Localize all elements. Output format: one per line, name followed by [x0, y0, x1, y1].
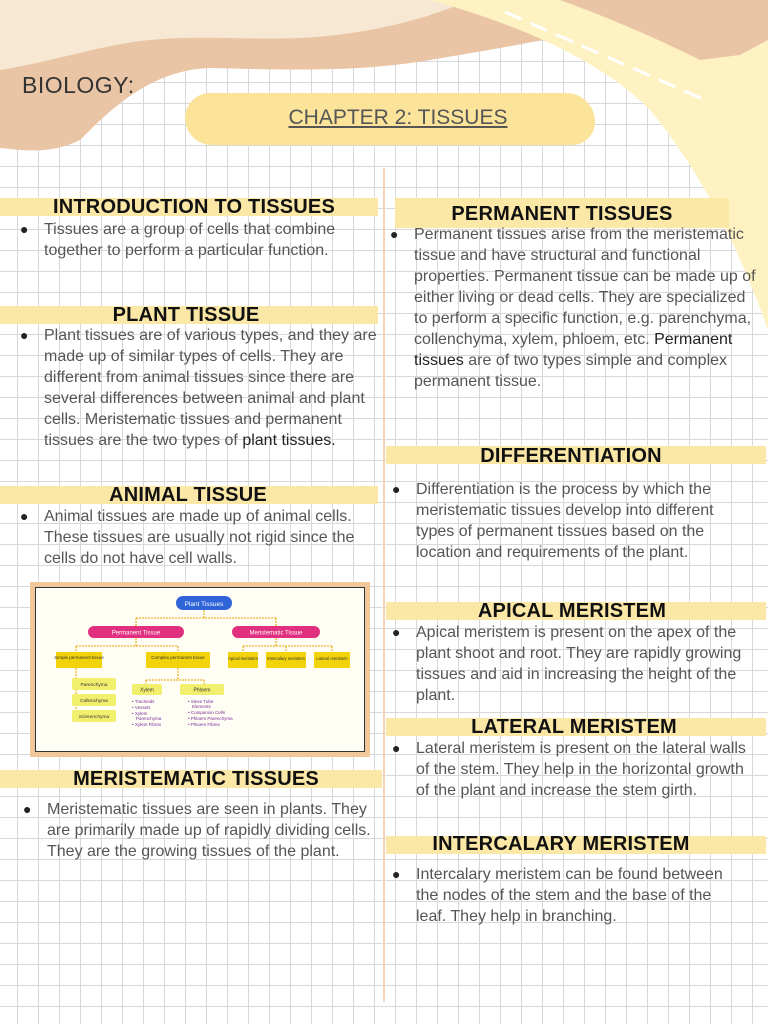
plant-heading: PLANT TISSUE	[112, 304, 260, 326]
diagram-meristematic-label: Meristematic Tissue	[249, 630, 303, 637]
permanent-heading: PERMANENT TISSUES	[451, 203, 673, 225]
intro-text: Tissues are a group of cells that combine together to perform a particular function.	[44, 221, 336, 259]
diagram-xylem-item: • Xylem Fibres	[132, 722, 162, 727]
differentiation-heading: DIFFERENTIATION	[480, 445, 662, 467]
diagram-collenchyma-label: Collenchyma	[80, 699, 108, 704]
bullet-icon: ●	[392, 740, 401, 756]
diagram-parenchyma-label: Parenchyma	[80, 683, 108, 688]
bullet-icon: ●	[20, 221, 29, 237]
differentiation-text: Differentiation is the process by which the meristematic tissues develop into different types of permanent tissues based on the location and requirements of the plant.	[416, 481, 714, 561]
meristematic-text: Meristematic tissues are seen in plants. They are primarily made up of rapidly dividing cells. They are the growing tissues of the plant.	[47, 801, 371, 860]
diagram-phloem-item: • Companion Cells	[188, 710, 226, 715]
plant-bullet	[16, 325, 380, 451]
bullet-icon: ●	[20, 327, 29, 343]
diagram-phloem-item: Elements	[192, 704, 211, 709]
lateral-heading: LATERAL MERISTEM	[471, 716, 677, 738]
animal-heading: ANIMAL TISSUE	[109, 484, 267, 506]
bullet-icon: ●	[20, 508, 29, 524]
permanent-text-highlight: Permanent tissues	[414, 331, 733, 369]
bullet-icon: ●	[392, 624, 401, 640]
bullet-icon: ●	[392, 866, 401, 882]
diagram-phloem-item: • Sieve Tube	[188, 699, 214, 704]
diagram-phloem-label: Phloem	[193, 687, 211, 694]
diagram-phloem-item: • Phloem Parenchyma	[188, 716, 233, 721]
intercalary-heading: INTERCALARY MERISTEM	[432, 833, 690, 855]
differentiation-bullet	[388, 479, 748, 563]
diagram-xylem-label: Xylem	[140, 687, 154, 694]
permanent-text-end: are of two types simple and complex permanent tissue.	[414, 352, 728, 390]
plant-tissue-diagram	[35, 587, 365, 752]
intercalary-text: Intercalary meristem can be found between the nodes of the stem and the base of the leaf. They help in branching.	[416, 866, 723, 925]
permanent-bullet	[386, 224, 756, 392]
chapter-title: CHAPTER 2: TISSUES	[288, 106, 508, 129]
lateral-bullet	[388, 738, 760, 801]
bullet-icon: ●	[23, 801, 32, 817]
apical-text: Apical meristem is present on the apex of the plant shoot and root. They are rapidly growing tissues and aid in increasing the height of the plant.	[416, 624, 742, 704]
meristematic-bullet	[19, 799, 377, 862]
diagram-permanent-label: Permanent Tissue	[111, 630, 161, 637]
diagram-simple-label: Simple permanent tissue	[54, 655, 104, 660]
plant-text-body: Plant tissues are of various types, and they are made up of similar types of cells. They are different from animal tissues since there are several differences between animal and plant cells. Meristematic tissues and permanent tissues are the two types of	[44, 327, 377, 449]
diagram-sclerenchyma-label: Sclerenchyma	[78, 715, 110, 720]
permanent-text-body: Permanent tissues arise from the meristematic tissue and have structural and functional properties. Permanent tissue can be made up of either living or dead cells. They are specialized to perform a specific function, e.g. parenchyma, collenchyma, xylem, phloem, etc.	[414, 226, 756, 348]
diagram-xylem-item: • Xylem	[132, 711, 148, 716]
bullet-icon: ●	[392, 481, 401, 497]
subject-title: BIOLOGY:	[22, 72, 135, 98]
diagram-root-label: Plant Tissues	[184, 601, 224, 608]
plant-text-highlight: plant tissues.	[242, 432, 336, 449]
meristematic-heading: MERISTEMATIC TISSUES	[73, 768, 319, 790]
diagram-xylem-item: • Vessels	[132, 705, 151, 710]
diagram-phloem-item: • Phloem Fibres	[188, 722, 220, 727]
diagram-xylem-item: • Tracheids	[132, 699, 155, 704]
animal-text: Animal tissues are made up of animal cells. These tissues are usually not rigid since the cells do not have cell walls.	[44, 508, 355, 567]
intercalary-bullet	[388, 864, 728, 927]
bullet-icon: ●	[390, 226, 399, 242]
diagram-apical-label: Apical meristem	[228, 656, 258, 661]
apical-bullet	[388, 622, 758, 706]
diagram-intercalary-label: Intercalary meristem	[267, 656, 305, 661]
diagram-svg	[36, 588, 364, 751]
intro-bullet	[16, 219, 374, 261]
plant-text	[44, 325, 380, 451]
diagram-lateral-label: Lateral meristem	[316, 656, 348, 661]
column-divider	[383, 168, 385, 1002]
diagram-xylem-item: Parenchyma	[136, 716, 162, 721]
animal-bullet	[16, 506, 374, 569]
intro-heading: INTRODUCTION TO TISSUES	[52, 196, 336, 218]
lateral-text: Lateral meristem is present on the lateral walls of the stem. They help in the horizontal growth of the plant and increase the stem girth.	[416, 740, 746, 799]
apical-heading: APICAL MERISTEM	[477, 600, 667, 622]
diagram-complex-label: Complex permanent tissue	[151, 655, 205, 660]
permanent-text	[414, 224, 756, 392]
